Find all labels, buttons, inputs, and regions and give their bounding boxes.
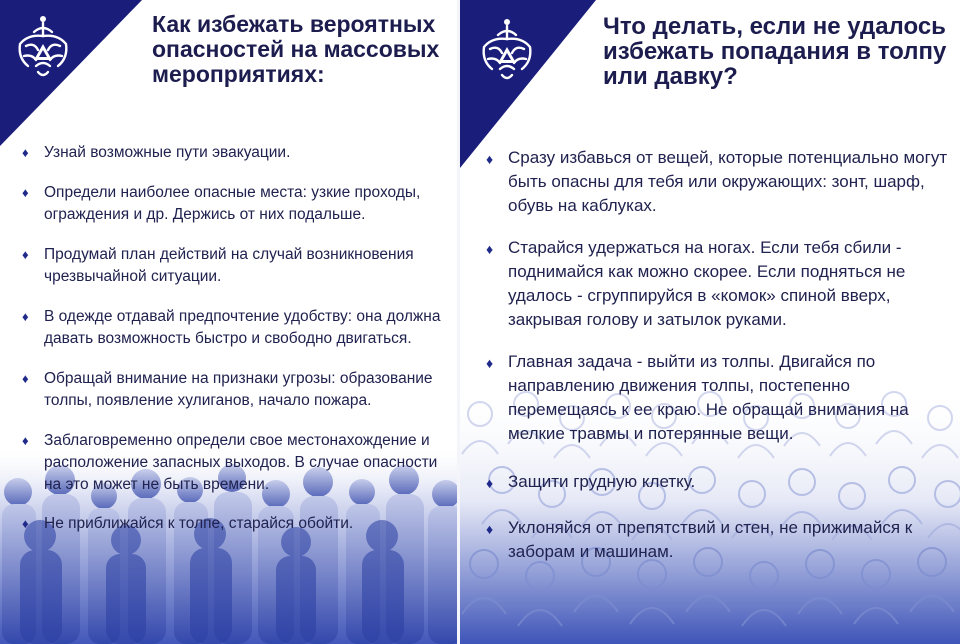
diamond-bullet-icon: ♦ xyxy=(486,151,494,167)
diamond-bullet-icon: ♦ xyxy=(22,145,29,160)
left-card-title: Как избежать вероятных опасностей на массовых мероприятиях: xyxy=(152,11,440,87)
diamond-bullet-icon: ♦ xyxy=(22,247,29,262)
list-item xyxy=(20,513,450,535)
diamond-bullet-icon: ♦ xyxy=(486,475,494,491)
diamond-bullet-icon: ♦ xyxy=(22,433,29,448)
list-item xyxy=(20,368,450,412)
right-card xyxy=(460,0,960,644)
list-item xyxy=(484,236,954,332)
list-item-text: Определи наиболее опасные места: узкие проходы, ограждения и др. Держись от них подальше. xyxy=(44,184,421,223)
diamond-bullet-icon: ♦ xyxy=(486,355,494,371)
list-item xyxy=(484,350,954,446)
list-item xyxy=(20,142,450,164)
list-item xyxy=(484,146,954,218)
list-item-text: Заблаговременно определи свое местонахождение и расположение запасных выходов. В случае опасности на это может не быть времени. xyxy=(44,432,438,493)
list-item xyxy=(20,244,450,288)
diamond-bullet-icon: ♦ xyxy=(486,241,494,257)
diamond-bullet-icon: ♦ xyxy=(22,309,29,324)
diamond-bullet-icon: ♦ xyxy=(22,371,29,386)
list-item-text: Не приближайся к толпе, старайся обойти. xyxy=(44,515,354,532)
list-item-text: В одежде отдавай предпочтение удобству: она должна давать возможность быстро и свободно двигаться. xyxy=(44,308,441,347)
list-item xyxy=(484,516,954,564)
left-card xyxy=(0,0,460,644)
emercom-eagle-emblem-icon xyxy=(478,16,536,91)
list-item xyxy=(484,470,954,494)
list-item xyxy=(20,430,450,496)
list-item-text: Обращай внимание на признаки угрозы: образование толпы, появление хулиганов, начало пожара. xyxy=(44,370,433,409)
diamond-bullet-icon: ♦ xyxy=(486,521,494,537)
list-item xyxy=(20,306,450,350)
emercom-eagle-emblem-icon xyxy=(14,14,72,87)
left-card-list xyxy=(20,142,450,535)
list-item xyxy=(20,182,450,226)
diamond-bullet-icon: ♦ xyxy=(22,185,29,200)
diamond-bullet-icon: ♦ xyxy=(22,516,29,531)
list-item-text: Сразу избавься от вещей, которые потенциально могут быть опасны для тебя или окружающих: зонт, шарф, обувь на каблуках. xyxy=(508,148,948,215)
list-item-text: Старайся удержаться на ногах. Если тебя сбили - поднимайся как можно скорее. Если подняться не удалось - сгруппируйся в «комок» спиной вверх, закрывая голову и затылок руками. xyxy=(508,238,906,329)
list-item-text: Узнай возможные пути эвакуации. xyxy=(44,144,291,161)
list-item-text: Защити грудную клетку. xyxy=(508,472,696,491)
list-item-text: Главная задача - выйти из толпы. Двигайся по направлению движения толпы, постепенно перемещаясь к ее краю. Не обращай внимания на мелкие травмы и потерянные вещи. xyxy=(508,352,909,443)
right-card-list xyxy=(484,146,954,564)
list-item-text: Уклоняйся от препятствий и стен, не прижимайся к заборам и машинам. xyxy=(508,518,913,561)
list-item-text: Продумай план действий на случай возникновения чрезвычайной ситуации. xyxy=(44,246,414,285)
right-card-title: Что делать, если не удалось избежать попадания в толпу или давку? xyxy=(603,13,947,90)
